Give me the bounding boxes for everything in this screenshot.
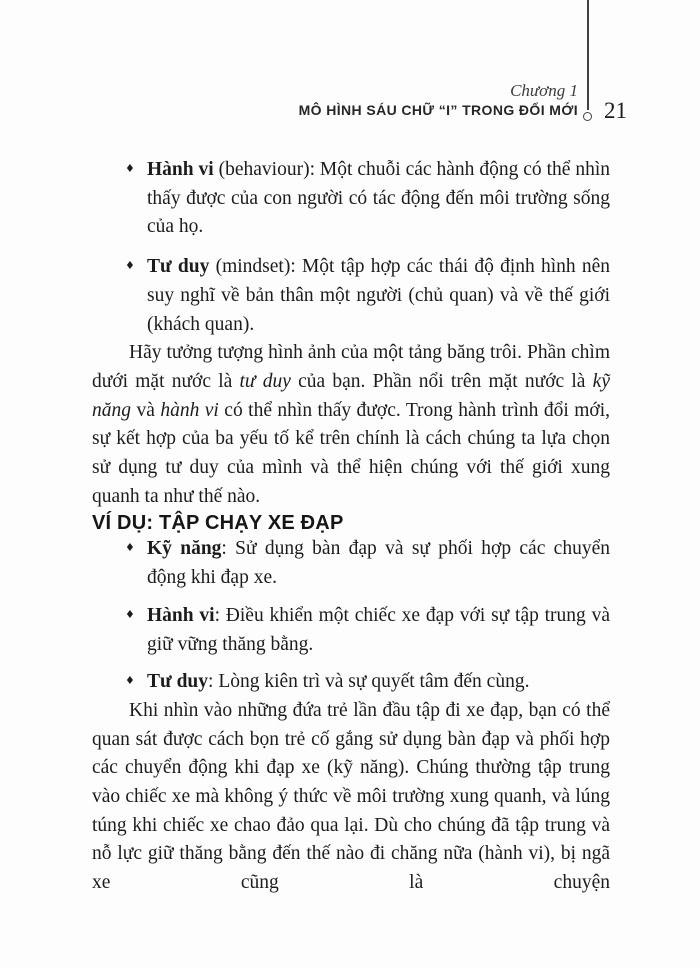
bullet-text: Hành vi: Điều khiển một chiếc xe đạp với sự tập trung và giữ vững thăng bằng. <box>147 604 611 655</box>
bullet-text: Hành vi (behaviour): Một chuỗi các hành động có thể nhìn thấy được của con người có tác động đến môi trường sống của họ. <box>147 159 610 238</box>
list-item <box>92 602 610 659</box>
list-item <box>92 253 610 339</box>
list-item <box>92 156 610 242</box>
page-number: 21 <box>604 98 627 123</box>
diamond-bullet-icon: ♦ <box>125 674 135 688</box>
bullet-text: Tư duy (mindset): Một tập hợp các thái độ định hình nên suy nghĩ về bản thân một người (chủ quan) và về thế giới (khách quan). <box>147 256 610 335</box>
diamond-bullet-icon: ♦ <box>125 541 135 555</box>
diamond-bullet-icon: ♦ <box>125 259 135 273</box>
list-item <box>92 668 610 697</box>
paragraph-bike: Khi nhìn vào những đứa trẻ lần đầu tập đi xe đạp, bạn có thể quan sát được cách bọn trẻ cố gắng sử dụng bàn đạp và phối hợp các chuyển động khi đạp xe (kỹ năng). Chúng thường tập trung vào chiếc xe mà không ý thức về môi trường xung quanh, và lúng túng khi chiếc xe chao đảo qua lại. Dù cho chúng đã tập trung và nỗ lực giữ thăng bằng đến thế nào đi chăng nữa (hành vi), bị ngã xe cũng là chuyện <box>92 699 610 894</box>
rule-end-circle-icon <box>583 112 592 121</box>
paragraph-iceberg: Hãy tưởng tượng hình ảnh của một tảng băng trôi. Phần chìm dưới mặt nước là tư duy của bạn. Phần nổi trên mặt nước là kỹ năng và hành vi có thể nhìn thấy được. Trong hành trình đổi mới, sự kết hợp của ba yếu tố kể trên chính là cách chúng ta lựa chọn sử dụng tư duy của mình và thể hiện chúng với thế giới xung quanh ta như thế nào. <box>92 342 611 507</box>
bullet-text: Tư duy: Lòng kiên trì và sự quyết tâm đến cùng. <box>147 671 530 693</box>
diamond-bullet-icon: ♦ <box>125 607 135 621</box>
bullet-list-example <box>92 535 610 697</box>
section-heading-example: VÍ DỤ: TẬP CHẠY XE ĐẠP <box>92 512 344 535</box>
bullet-list-iceberg <box>92 156 610 339</box>
diamond-bullet-icon: ♦ <box>125 162 135 175</box>
page-content <box>92 152 610 898</box>
header-vertical-rule <box>587 0 589 110</box>
list-item <box>92 535 610 592</box>
running-title: MÔ HÌNH SÁU CHỮ “I” TRONG ĐỔI MỚI <box>298 102 578 118</box>
bullet-text: Kỹ năng: Sử dụng bàn đạp và sự phối hợp các chuyển động khi đạp xe. <box>147 538 610 589</box>
chapter-label: Chương 1 <box>510 81 578 100</box>
